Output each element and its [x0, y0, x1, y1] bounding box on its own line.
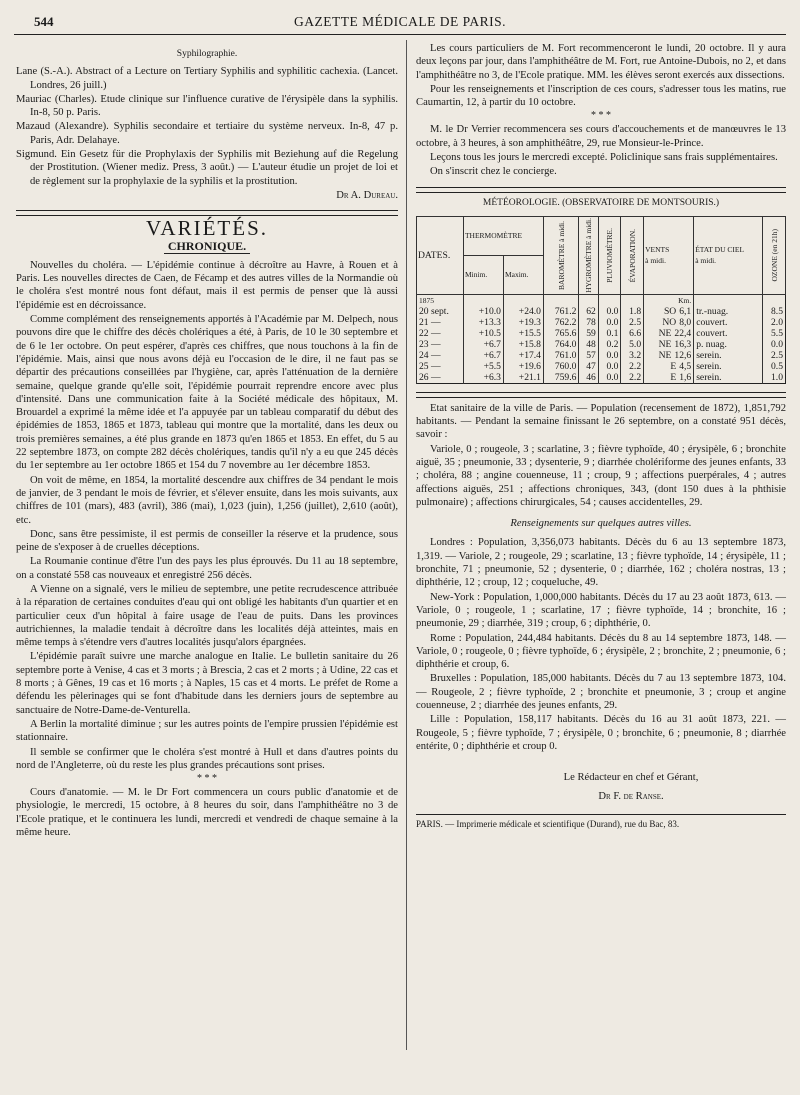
evap-cell: 2.2 — [621, 372, 644, 384]
section-rule — [416, 392, 786, 398]
max-temp-cell: +19.6 — [503, 361, 543, 372]
pluvio-cell: 0.2 — [598, 339, 621, 350]
col-vents: VENTS à midi. — [644, 216, 694, 294]
ozone-cell: 1.0 — [763, 372, 786, 384]
wind-direction: NO — [662, 316, 677, 328]
baro-cell: 761.2 — [543, 306, 578, 317]
villes-title: Renseignements sur quelques autres villes. — [510, 518, 692, 530]
baro-cell: 761.0 — [543, 350, 578, 361]
right-column — [416, 42, 786, 831]
ozone-cell: 5.5 — [763, 328, 786, 339]
wind-speed: 1,6 — [679, 371, 692, 383]
city-report: New-York : Population, 1,000,000 habitants. Décès du 17 au 23 août 1873, 613. — Variole, 0 ; rougeole, 1 ; scarlatine, 17 ; fièvre typhoïde, 14 ; bronchite, 16 ; pneumonie, 29 ; diarrhée, 319 ; croup, 6 ; diphthérie, 0. — [416, 591, 786, 630]
wind-speed: 4,5 — [679, 360, 692, 372]
city-report: Rome : Population, 244,484 habitants. Décès du 8 au 14 septembre 1873, 148. — Variole, 0 ; rougeole, 0 ; fièvre typhoïde, 6 ; érysipèle, 2 ; bronchite, 2 ; pneumonie, 6 ; diphthérie et croup, 6. — [416, 632, 786, 671]
baro-cell: 759.6 — [543, 372, 578, 384]
wind-cell — [644, 306, 694, 317]
anatomy-course-notice: Cours d'anatomie. — M. le Dr Fort commencera un cours public d'anatomie et de physiologie, le mercredi, 15 octobre, à 8 heures du soir, dans l'amphithéâtre no 3 de l'Ecole pratique, et le continuera les lundi, mercredi et vendredi de chaque semaine à la même heure. — [16, 787, 398, 839]
col-hygro: HYGROMÈTRE à midi. — [579, 216, 598, 294]
biblio-entry: Lane (S.-A.). Abstract of a Lecture on Tertiary Syphilis and syphilitic cachexia. (Lancet. Londres, 26 juill.) — [16, 66, 398, 91]
col-minim: Minim. — [463, 255, 503, 294]
left-column — [16, 42, 398, 840]
date-cell: 21 — — [417, 317, 464, 328]
meteo-row — [417, 339, 786, 350]
meteo-row — [417, 328, 786, 339]
date-cell: 23 — — [417, 339, 464, 350]
evap-cell: 2.5 — [621, 317, 644, 328]
min-temp-cell: +13.3 — [463, 317, 503, 328]
separator-stars: * * * — [197, 773, 217, 785]
pluvio-cell: 0.0 — [598, 317, 621, 328]
meteo-row — [417, 317, 786, 328]
max-temp-cell: +15.5 — [503, 328, 543, 339]
column-divider — [406, 40, 407, 1050]
evap-cell: 3.2 — [621, 350, 644, 361]
varietes-title: VARIÉTÉS. — [145, 216, 269, 241]
meteo-row — [417, 350, 786, 361]
date-cell: 26 — — [417, 372, 464, 384]
max-temp-cell: +21.1 — [503, 372, 543, 384]
ozone-cell: 8.5 — [763, 306, 786, 317]
evap-cell: 2.2 — [621, 361, 644, 372]
meteo-table-body — [417, 294, 786, 383]
date-cell: 24 — — [417, 350, 464, 361]
hygro-cell: 78 — [579, 317, 598, 328]
ciel-cell: couvert. — [694, 317, 763, 328]
min-temp-cell: +6.7 — [463, 339, 503, 350]
article-paragraph: A Vienne on a signalé, vers le milieu de septembre, une petite recrudescence attribuée à la réparation de certaines conduites d'eau qui ont obligé les habitants d'un quartier et en particulier ceux d'un hôpital à faire usage de l'eau de puits. Dans les provinces autrichiennes, la maladie tendait à décroître dans les localités déjà atteintes, mais en même temps à s'étendre vers d'autres localités jusqu'alors épargnées. — [16, 583, 398, 649]
ozone-cell: 0.5 — [763, 361, 786, 372]
wind-cell — [644, 328, 694, 339]
wind-cell — [644, 339, 694, 350]
city-report: Londres : Population, 3,356,073 habitants. Décès du 6 au 13 septembre 1873, 1,319. — Variole, 2 ; rougeole, 29 ; scarlatine, 13 ; fièvre typhoïde, 14 ; érysipèle, 11 ; bronchite, 71 ; pneumonie, 52 ; dysenterie, 0 ; diarrhée, 162 ; choléra nostras, 13 ; diphthérie, 12 ; croup, 12 ; coqueluche, 49. — [416, 537, 786, 589]
baro-cell: 762.2 — [543, 317, 578, 328]
min-temp-cell: +6.3 — [463, 372, 503, 384]
col-ozone: OZONE (en 21h) — [763, 216, 786, 294]
article-paragraph: On voit de même, en 1854, la mortalité descendre aux chiffres de 34 pendant le mois de janvier, de 3 pendant le mois de février, et s'élever ensuite, dans les mois suivants, aux chiffres de 101 (mars), 483 (avril), 386 (mai), 1,023 (juin), 1,256 (juillet), 2,610 (août), etc. — [16, 474, 398, 526]
article-paragraph: Il semble se confirmer que le choléra s'est montré à Hull et dans d'autres points du nord de l'Angleterre, où du reste les plus grandes précautions sont prises. — [16, 746, 398, 771]
wind-direction: NE — [658, 338, 672, 350]
min-temp-cell: +6.7 — [463, 350, 503, 361]
printer-footer: PARIS. — Imprimerie médicale et scientifique (Durand), rue du Bac, 83. — [416, 814, 786, 831]
hygro-cell: 57 — [579, 350, 598, 361]
wind-direction: SO — [663, 305, 677, 317]
article-paragraph: Comme complément des renseignements apportés à l'Académie par M. Delpech, nous pouvons dire que le chiffre des décès cholériques a été, à Paris, de 10 le 30 septembre et de 6 le 1er octobre. On peut espérer, d'après ces chiffres, que nous touchons à la fin de l'épidémie. Mais, ainsi que nous avons déjà eu l'occasion de le dire, il ne faut pas se départir des précautions conseillées par l'hygiène, car, après l'atténuation de la dernière semaine, quelque grande qu'elle soit, l'épidémie pourrait reprendre encore avec plus d'intensité. Dans une communication faite à la Société médicale des hôpitaux, M. Brouardel a exprimé la même idée et l'a appuyée par un tableau comparatif du début des épidémies de 1853, 1865 et 1873, tableau qui montre que la mortalité, dans les deux ou trois premières semaines, a été plus grande en 1873 qu'en 1865 et 1853. En effet, du 5 au 22 septembre 1873, on compte 282 décès cholériques, tandis qu'il n'y a eu que 245 décès du 1er septembre au 1er octobre 1865 et 154 du 7 novembre au 1er décembre 1853. — [16, 314, 398, 472]
biblio-entry: Mauriac (Charles). Etude clinique sur l'influence curative de l'érysipèle dans la syphilis. In-8, 50 p. Paris. — [16, 93, 398, 119]
ciel-cell: serein. — [694, 372, 763, 384]
article-paragraph: On s'inscrit chez le concierge. — [430, 166, 557, 178]
max-temp-cell: +17.4 — [503, 350, 543, 361]
max-temp-cell: +19.3 — [503, 317, 543, 328]
city-report: Lille : Population, 158,117 habitants. Décès du 16 au 31 août 1873, 221. — Rougeole, 5 ; fièvre typhoïde, 7 ; érysipèle, 0 ; bronchite, 6 ; pneumonie, 8 ; diarrhée entérite, 0 ; diphthérie et croup 0. — [416, 714, 786, 752]
hygro-cell: 47 — [579, 361, 598, 372]
col-baro: BAROMÈTRE à midi. — [543, 216, 578, 294]
pluvio-cell: 0.0 — [598, 350, 621, 361]
col-thermo: THERMOMÈTRE — [463, 216, 543, 255]
wind-cell — [644, 317, 694, 328]
date-cell: 20 sept. — [417, 306, 464, 317]
ciel-cell: serein. — [694, 350, 763, 361]
baro-cell: 760.0 — [543, 361, 578, 372]
baro-cell: 765.6 — [543, 328, 578, 339]
max-temp-cell: +24.0 — [503, 306, 543, 317]
km-unit: Km. — [644, 294, 694, 306]
date-cell: 22 — — [417, 328, 464, 339]
hygro-cell: 59 — [579, 328, 598, 339]
ciel-cell: tr.-nuag. — [694, 306, 763, 317]
wind-speed: 16,3 — [674, 338, 692, 350]
min-temp-cell: +10.0 — [463, 306, 503, 317]
page-number: 544 — [34, 14, 54, 29]
min-temp-cell: +5.5 — [463, 361, 503, 372]
wind-direction: E — [670, 360, 677, 372]
journal-title: GAZETTE MÉDICALE DE PARIS. — [294, 14, 506, 29]
biblio-entry: Mazaud (Alexandre). Syphilis secondaire et tertiaire du système nerveux. In-8, 47 p. Paris, Adr. Delahaye. — [16, 121, 398, 146]
wind-cell — [644, 350, 694, 361]
article-paragraph: L'épidémie paraît suivre une marche analogue en Italie. Le bulletin sanitaire du 26 septembre porte à Venise, 4 cas et 3 morts ; à Brescia, 2 cas et 2 morts ; à Udine, 22 cas et 8 morts ; à Gênes, 19 cas et 16 morts ; à Naples, 15 cas et 4 morts. Le préfet de Rome a défendu les pèlerinages qui se font d'habitude dans les derniers jours de septembre au sanctuaire de Notre-Dame-de-Venturella. — [16, 651, 398, 716]
col-maxim: Maxim. — [503, 255, 543, 294]
evap-cell: 1.8 — [621, 306, 644, 317]
meteo-table — [416, 216, 786, 384]
article-paragraph: Pour les renseignements et l'inscription de ces cours, s'adresser tous les matins, rue Caumartin, 12, à partir du 10 octobre. — [416, 83, 786, 109]
ozone-cell: 0.0 — [763, 339, 786, 350]
editor-name: Dr F. de Ranse. — [598, 791, 664, 803]
year-cell: 1875 — [417, 294, 464, 306]
etat-sanitaire-intro: Etat sanitaire de la ville de Paris. — Population (recensement de 1872), 1,851,792 habitants. — Pendant la semaine finissant le 26 septembre, on a constaté 951 décès, savoir : — [416, 402, 786, 441]
section-rule — [416, 187, 786, 193]
ozone-cell: 2.0 — [763, 317, 786, 328]
wind-cell — [644, 372, 694, 384]
wind-speed: 22,4 — [674, 327, 692, 339]
author-signature: Dr A. Dureau. — [336, 189, 398, 201]
pluvio-cell: 0.0 — [598, 306, 621, 317]
wind-speed: 12,6 — [674, 349, 692, 361]
wind-speed: 8,0 — [679, 316, 692, 328]
ciel-cell: couvert. — [694, 328, 763, 339]
meteo-year-row — [417, 294, 786, 306]
syphilo-heading: Syphilographie. — [176, 49, 238, 59]
evap-cell: 5.0 — [621, 339, 644, 350]
wind-cell — [644, 361, 694, 372]
col-dates: DATES. — [417, 216, 464, 294]
article-paragraph: M. le Dr Verrier recommencera ses cours d'accouchements et de manœuvres le 13 octobre, à 3 heures, à son amphithéâtre, 29, rue Monsieur-le-Prince. — [416, 124, 786, 149]
date-cell: 25 — — [417, 361, 464, 372]
hygro-cell: 62 — [579, 306, 598, 317]
col-pluvio: PLUVIOMÈTRE. — [598, 216, 621, 294]
min-temp-cell: +10.5 — [463, 328, 503, 339]
article-paragraph: Donc, sans être pessimiste, il est permis de conseiller la réserve et la prudence, sous peine de s'exposer à de cruelles déceptions. — [16, 528, 398, 554]
col-ciel: ÉTAT DU CIEL à midi. — [694, 216, 763, 294]
pluvio-cell: 0.0 — [598, 372, 621, 384]
pluvio-cell: 0.0 — [598, 361, 621, 372]
separator-stars: * * * — [591, 110, 611, 122]
wind-direction: NE — [658, 327, 672, 339]
city-report: Bruxelles : Population, 185,000 habitants. Décès du 7 au 13 septembre 1873, 104. — Rougeole, 2 ; fièvre typhoïde, 2 ; bronchite et pneumonie, 3 ; croup et angine couenneuse, 2 ; diarrhée des jeunes enfants, 29. — [416, 673, 786, 711]
article-paragraph: Nouvelles du choléra. — L'épidémie continue à décroître au Havre, à Rouen et à Paris. Les nouvelles directes de Caen, de Fécamp et des autres villes de la Normandie où le choléra s'est montré nous font défaut, mais il est permis de penser que là aussi l'épidémie est en décroissance. — [16, 259, 398, 311]
ciel-cell: p. nuag. — [694, 339, 763, 350]
meteo-title: MÉTÉOROLOGIE. (OBSERVATOIRE DE MONTSOURIS.) — [482, 197, 720, 208]
ozone-cell: 2.5 — [763, 350, 786, 361]
wind-direction: NE — [658, 349, 672, 361]
meteo-row — [417, 306, 786, 317]
article-paragraph: Les cours particuliers de M. Fort recommenceront le lundi, 20 octobre. Il y aura deux leçons par jour, dans l'amphithéâtre de M. Fort, rue Antoine-Dubois, no 2, et dans l'amphithéâtre no 3, de l'Ecole pratique. MM. les élèves seront exercés aux dissections. — [416, 43, 786, 81]
meteo-row — [417, 372, 786, 384]
article-paragraph: La Roumanie continue d'être l'un des pays les plus éprouvés. Du 11 au 18 septembre, on a constaté 558 cas nouveaux et enregistré 256 décès. — [16, 556, 398, 581]
hygro-cell: 46 — [579, 372, 598, 384]
evap-cell: 6.6 — [621, 328, 644, 339]
max-temp-cell: +15.8 — [503, 339, 543, 350]
chronique-title: CHRONIQUE. — [16, 240, 398, 253]
editor-role: Le Rédacteur en chef et Gérant, — [563, 772, 699, 784]
wind-speed: 6,1 — [679, 305, 692, 317]
col-evap: ÉVAPORATION. — [621, 216, 644, 294]
article-paragraph: A Berlin la mortalité diminue ; sur les autres points de l'empire prussien l'épidémie est stationnaire. — [16, 718, 398, 744]
baro-cell: 764.0 — [543, 339, 578, 350]
biblio-entry: Sigmund. Ein Gesetz für die Prophylaxis der Syphilis mit Beziehung auf die Regelung der Prostitution. (Wiener mediz. Press, 3 août.) — L'auteur étudie un projet de loi et de règlement sur la prophylaxie de la syphilis et la prostitution. — [16, 149, 398, 187]
etat-sanitaire-detail: Variole, 0 ; rougeole, 3 ; scarlatine, 3 ; fièvre typhoïde, 40 ; érysipèle, 6 ; bronchite aiguë, 35 ; pneumonie, 33 ; dysenterie, 9 ; diarrhée cholériforme des jeunes enfants, 33 ; choléra, 88 ; angine couenneuse, 11 ; croup, 9 ; affections puerpérales, 4 ; autres affections aiguës, 251 ; affections chroniques, 343, (dont 150 dues à la phthisie pulmonaire) ; affections chirurgicales, 54 ; causes accidentelles, 29. — [416, 443, 786, 508]
wind-direction: E — [670, 371, 677, 383]
meteo-row — [417, 361, 786, 372]
page-header — [14, 12, 786, 35]
article-paragraph: Leçons tous les jours le mercredi excepté. Policlinique sans frais supplémentaires. — [430, 152, 778, 164]
hygro-cell: 48 — [579, 339, 598, 350]
editor-signoff — [416, 771, 786, 804]
ciel-cell: serein. — [694, 361, 763, 372]
pluvio-cell: 0.1 — [598, 328, 621, 339]
